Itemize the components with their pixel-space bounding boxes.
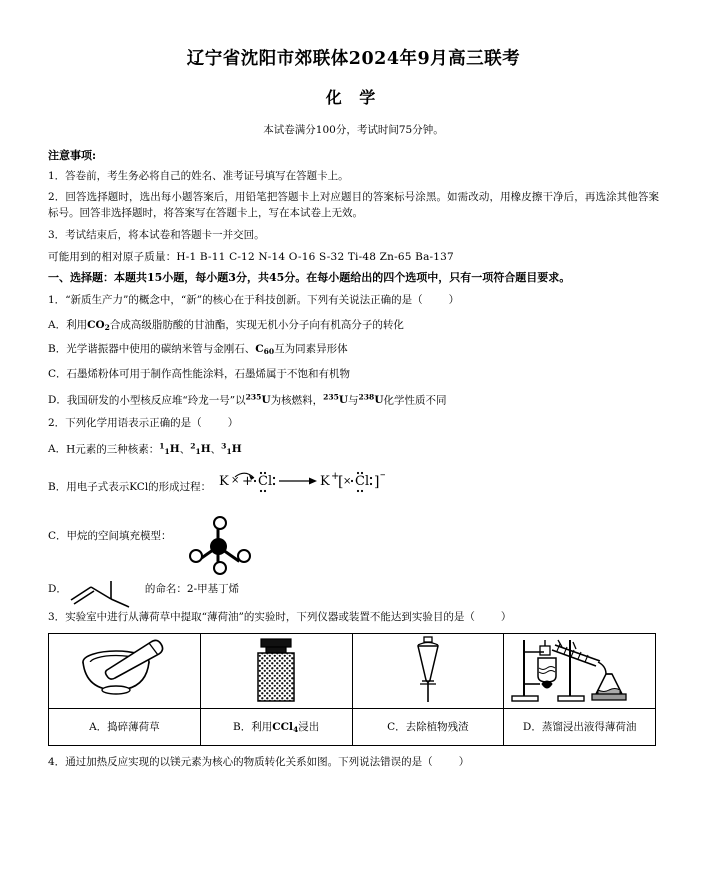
question-4-number: 4． (48, 755, 66, 768)
question-2-number: 2． (48, 416, 66, 429)
svg-text:Cl: Cl (258, 473, 273, 489)
svg-text:×: × (231, 474, 240, 486)
atomic-masses-line: 可能用到的相对原子质量：H-1 B-11 C-12 N-14 O-16 S-32 Ti-48 Zn-65 Ba-137 (48, 250, 454, 263)
apparatus-label-b-letter: B． (233, 721, 252, 734)
question-1-option-b[interactable] (48, 342, 659, 358)
option-d-isotope-c: $^{238}$U (358, 392, 384, 407)
apparatus-label-d-letter: D． (522, 721, 542, 734)
apparatus-label-b-formula: CCl$_4$ (272, 721, 299, 734)
q2-option-d-text: 的命名：2-甲基丁烯 (144, 582, 240, 595)
subject-title: 化 学 (325, 87, 382, 107)
question-2-stem-text: 下列化学用语表示正确的是（ (65, 416, 202, 429)
option-d-text-1: 我国研发的小型核反应堆“玲龙一号”以 (66, 394, 246, 407)
reagent-bottle-icon (201, 634, 352, 708)
q2-option-c-text: 甲烷的空间填充模型： (66, 529, 172, 542)
q2-option-a-letter: A． (48, 443, 67, 456)
option-d-text-2: 为核燃料， (270, 394, 324, 407)
question-1-option-c[interactable] (48, 367, 659, 383)
svg-text:+: + (242, 473, 254, 489)
svg-text:×: × (343, 475, 352, 487)
option-b-text-2: 互为同素异形体 (274, 343, 348, 356)
hydrogen-atom-icon (189, 549, 203, 563)
methane-space-filling-model-icon (176, 516, 262, 578)
apparatus-label-b-text: 利用 (251, 721, 273, 734)
methylbutene-skeletal-structure-icon (69, 578, 143, 608)
question-3-stem-post: ） (500, 610, 512, 623)
option-a-text-2: 合成高级脂肪酸的甘油酯，实现无机小分子向有机高分子的转化 (109, 318, 404, 331)
notice-item-1: 1．答卷前，考生务必将自己的姓名、准考证号填写在答题卡上。 (48, 169, 349, 182)
q2-option-d-letter: D． (48, 582, 67, 595)
option-d-letter: D． (48, 394, 67, 407)
question-3-stem-text: 实验室中进行从薄荷草中提取“薄荷油”的实验时，下列仪器或装置不能达到实验目的是（ (65, 610, 475, 623)
question-2-option-d[interactable] (48, 578, 659, 600)
hydrogen-atom-icon (237, 549, 251, 563)
question-2-option-c[interactable] (48, 516, 659, 556)
question-4-stem (48, 755, 659, 771)
mortar-pestle-icon (49, 634, 200, 708)
nuclide-sep-2: 、 (210, 443, 222, 456)
nuclide-protium: $^1_1$H (159, 441, 180, 456)
notice-item-3: 3．考试结束后，将本试卷和答题卡一并交回。 (48, 228, 265, 241)
apparatus-cell-b[interactable] (200, 633, 352, 708)
distillation-apparatus-icon (504, 634, 655, 708)
table-row-figures (49, 633, 656, 708)
separating-funnel-icon (353, 634, 504, 708)
option-a-letter: A． (48, 318, 67, 331)
table-row-labels (49, 708, 656, 745)
svg-text:+: + (331, 470, 340, 482)
option-d-text-4: 化学性质不同 (383, 394, 447, 407)
nuclide-sep-1: 、 (179, 443, 191, 456)
option-d-isotope-b: $^{235}$U (323, 392, 349, 407)
option-c-letter: C． (48, 368, 67, 380)
question-3-number: 3． (48, 610, 66, 623)
option-b-letter: B． (48, 343, 67, 356)
question-1-stem-post: ） (448, 293, 460, 306)
question-3-stem (48, 610, 659, 626)
question-2-stem-post: ） (227, 416, 239, 429)
exam-meta: 本试卷满分100分，考试时间75分钟。 (263, 123, 444, 136)
q2-option-a-text: H元素的三种核素： (66, 443, 160, 456)
apparatus-options-table (48, 633, 656, 746)
apparatus-label-c-text: 去除植物残渣 (405, 721, 469, 734)
q2-option-c-letter: C． (48, 529, 67, 542)
apparatus-cell-d[interactable] (504, 633, 656, 708)
question-2-stem (48, 416, 659, 432)
svg-text:K: K (320, 473, 330, 489)
apparatus-label-b (200, 708, 352, 745)
question-4-stem-post: ） (458, 755, 470, 768)
option-c-text-1: 石墨烯粉体可用于制作高性能涂料，石墨烯属于不饱和有机物 (66, 368, 351, 380)
option-b-formula: $C_{60}$ (255, 343, 275, 357)
question-1-option-a[interactable] (48, 318, 659, 334)
apparatus-label-d (504, 708, 656, 745)
svg-text:K: K (219, 473, 229, 489)
kcl-electron-formula-icon (217, 467, 423, 497)
hydrogen-atom-icon (213, 561, 227, 575)
option-a-formula: $CO_2$ (87, 318, 110, 332)
question-1-stem (48, 293, 659, 309)
q2-option-b-letter: B． (48, 480, 67, 493)
nuclide-tritium: $^3_1$H (221, 441, 242, 456)
svg-text:[: [ (338, 473, 344, 490)
apparatus-label-d-text: 蒸馏浸出液得薄荷油 (541, 721, 637, 734)
apparatus-label-c (352, 708, 504, 745)
apparatus-label-a-text: 捣碎薄荷草 (107, 721, 160, 734)
nuclide-deuterium: $^2_1$H (190, 441, 211, 456)
carbon-atom-icon (210, 538, 227, 555)
apparatus-label-c-letter: C． (387, 721, 406, 734)
svg-text:Cl: Cl (355, 473, 370, 489)
option-a-text-1: 利用 (66, 318, 88, 331)
option-d-text-3: 与 (348, 394, 359, 407)
apparatus-label-b-text-2: 浸出 (298, 721, 320, 734)
apparatus-label-a-letter: A． (89, 721, 108, 734)
question-1-number: 1． (48, 293, 66, 306)
apparatus-label-a (49, 708, 201, 745)
question-2-option-b[interactable] (48, 467, 659, 507)
option-b-text-1: 光学谐振器中使用的碳纳米管与金刚石、 (66, 343, 256, 356)
hydrogen-atom-icon (213, 516, 227, 530)
question-1-stem-text: “新质生产力”的概念中，“新”的核心在于科技创新。下列有关说法正确的是（ (65, 293, 423, 306)
notice-heading: 注意事项: (48, 148, 97, 162)
notice-item-2: 2．回答选择题时，选出每小题答案后，用铅笔把答题卡上对应题目的答案标号涂黑。如需改动，用橡皮擦干净后，再选涂其他答案标号。回答非选择题时，将答案写在答题卡上，写在本试卷上无效。 (48, 191, 659, 220)
section-one-heading: 一、选择题：本题共15小题，每小题3分，共45分。在每小题给出的四个选项中，只有一项符合题目要求。 (48, 270, 571, 284)
option-d-isotope-a: $^{235}$U (245, 392, 271, 407)
page-title: 辽宁省沈阳市郊联体2024年9月高三联考 (186, 49, 521, 69)
svg-text:]: ] (374, 473, 380, 490)
q2-option-b-text: 用电子式表示KCl的形成过程： (66, 480, 212, 493)
apparatus-cell-a[interactable] (49, 633, 201, 708)
question-4-stem-text: 通过加热反应实现的以镁元素为核心的物质转化关系如图。下列说法错误的是（ (65, 755, 433, 768)
svg-text:–: – (380, 467, 386, 481)
question-1-option-d[interactable] (48, 392, 659, 409)
question-2-option-a[interactable] (48, 441, 659, 458)
apparatus-cell-c[interactable] (352, 633, 504, 708)
